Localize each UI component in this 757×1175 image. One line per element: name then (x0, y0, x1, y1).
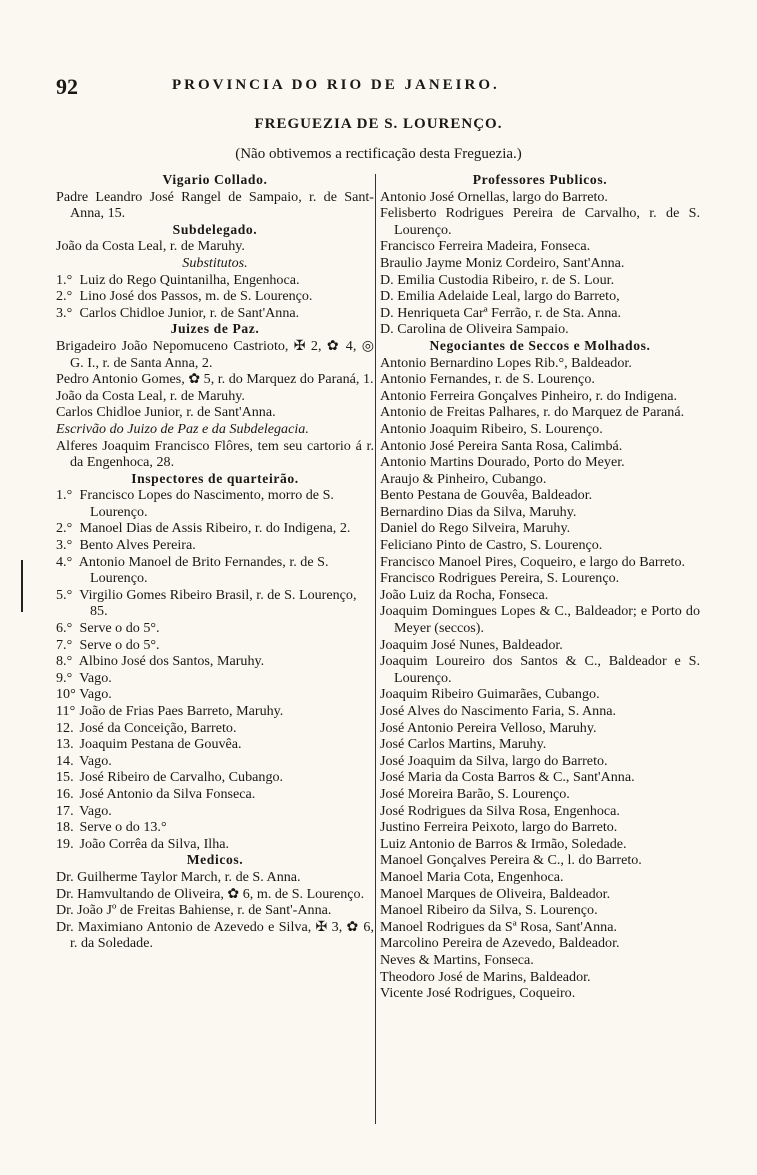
entry-text: Albino José dos Santos, Maruhy. (78, 653, 265, 670)
directory-entry: Manoel Rodrigues da Sª Rosa, Sant'Anna. (380, 918, 617, 935)
directory-entry: Antonio Bernardino Lopes Rib.°, Baldeador. (380, 354, 632, 371)
numbered-entry (56, 786, 374, 803)
entry-number: 13. (56, 736, 74, 753)
entry-number: 7.° (56, 636, 73, 653)
directory-entry: Antonio Joaquim Ribeiro, S. Lourenço. (380, 420, 603, 437)
inspectores-heading: Inspectores de quarteirão. (131, 470, 299, 486)
directory-entry: Francisco Rodrigues Pereira, S. Lourenço. (380, 570, 620, 587)
entry-number: 19. (56, 835, 74, 852)
escrivao-list (56, 438, 374, 471)
directory-entry: José Alves do Nascimento Faria, S. Anna. (380, 703, 617, 719)
directory-entry: Dr. João Jº de Freitas Bahiense, r. de Sant'-Anna. (56, 902, 332, 919)
substitutos-heading: Substitutos. (182, 254, 248, 271)
escrivao-heading: Escrivão do Juizo de Paz e da Subdelegacia. (56, 420, 309, 437)
column-rule (375, 174, 376, 1124)
negociantes-list (380, 355, 700, 1002)
directory-entry: Antonio José Ornellas, largo do Barreto. (380, 188, 608, 205)
juizes-heading: Juizes de Paz. (170, 321, 260, 337)
entry-number: 6.° (56, 620, 73, 637)
margin-mark (21, 560, 23, 612)
numbered-entry (56, 736, 374, 753)
entry-text: João de Frias Paes Barreto, Maruhy. (79, 703, 284, 719)
entry-text: Serve o do 5°. (79, 620, 160, 637)
subdelegado-heading: Subdelegado. (172, 221, 258, 237)
entry-text: Vago. (79, 686, 112, 703)
numbered-entry (56, 803, 374, 820)
numbered-entry (56, 288, 374, 305)
inspectores-list (56, 487, 374, 852)
numbered-entry (56, 836, 374, 853)
entry-number: 12. (56, 719, 74, 736)
directory-entry: D. Emilia Adelaide Leal, largo do Barreto, (380, 288, 620, 305)
entry-text: João Corrêa da Silva, Ilha. (79, 835, 230, 852)
entry-text: Vago. (79, 802, 112, 819)
directory-entry: Araujo & Pinheiro, Cubango. (380, 470, 547, 487)
entry-number: 1.° (56, 271, 73, 288)
entry-number: 5.° (56, 586, 73, 603)
directory-entry: João da Costa Leal, r. de Maruhy. (56, 387, 245, 404)
directory-entry: Dr. Hamvultando de Oliveira, ✿ 6, m. de S. Lourenço. (56, 885, 365, 902)
directory-entry: Marcolino Pereira de Azevedo, Baldeador. (380, 935, 620, 952)
directory-entry: Brigadeiro João Nepomuceno Castrioto, ✠ 2, ✿ 4, ◎ G. I., r. de Santa Anna, 2. (56, 337, 374, 371)
entry-text: Antonio Manoel de Brito Fernandes, r. de S. Lourenço. (78, 553, 329, 587)
entry-number: 17. (56, 802, 74, 819)
directory-entry: José Moreira Barão, S. Lourenço. (380, 785, 570, 802)
directory-entry: Carlos Chidloe Junior, r. de Sant'Anna. (56, 404, 276, 421)
numbered-entry (56, 653, 374, 670)
directory-entry: Joaquim Domingues Lopes & C., Baldeador; e Porto do Meyer (seccos). (380, 603, 700, 637)
entry-text: Joaquim Pestana de Gouvêa. (79, 736, 242, 753)
directory-entry: Francisco Ferreira Madeira, Fonseca. (380, 238, 591, 255)
left-column (56, 172, 374, 952)
entry-text: Vago. (79, 752, 112, 769)
directory-entry: Joaquim Ribeiro Guimarães, Cubango. (380, 686, 600, 703)
directory-entry: Braulio Jayme Moniz Cordeiro, Sant'Anna. (380, 254, 625, 271)
numbered-entry (56, 554, 374, 587)
directory-entry: D. Carolina de Oliveira Sampaio. (380, 321, 569, 338)
entry-number: 3.° (56, 304, 73, 321)
directory-entry: Antonio Fernandes, r. de S. Lourenço. (380, 371, 595, 388)
directory-entry: D. Henriqueta Carª Ferrão, r. de Sta. Anna. (380, 304, 622, 321)
directory-entry: Antonio Martins Dourado, Porto do Meyer. (380, 454, 625, 471)
numbered-entry (56, 670, 374, 687)
directory-entry: Joaquim José Nunes, Baldeador. (380, 636, 563, 653)
directory-entry: Francisco Manoel Pires, Coqueiro, e largo do Barreto. (380, 553, 686, 570)
negociantes-heading: Negociantes de Seccos e Molhados. (429, 337, 651, 353)
directory-entry: Antonio José Pereira Santa Rosa, Calimbá. (380, 437, 623, 454)
entry-number: 15. (56, 769, 74, 786)
numbered-entry (56, 520, 374, 537)
directory-entry: Neves & Martins, Fonseca. (380, 951, 534, 968)
entry-text: Vago. (79, 669, 112, 686)
rectification-note: (Não obtivemos a rectificação desta Freguezia.) (235, 146, 522, 162)
numbered-entry (56, 769, 374, 786)
directory-entry: Antonio de Freitas Palhares, r. do Marquez de Paraná. (380, 404, 685, 421)
vigario-list (56, 189, 374, 222)
directory-entry: Justino Ferreira Peixoto, largo do Barreto. (380, 819, 618, 836)
directory-entry: Bernardino Dias da Silva, Maruhy. (380, 503, 577, 520)
entry-text: Serve o do 13.° (79, 819, 167, 836)
directory-entry: D. Emilia Custodia Ribeiro, r. de S. Lour. (380, 271, 615, 288)
vigario-heading: Vigario Collado. (162, 172, 268, 187)
directory-entry: Padre Leandro José Rangel de Sampaio, r. de Sant-Anna, 15. (56, 188, 374, 222)
entry-text: Luiz do Rego Quintanilha, Engenhoca. (79, 271, 300, 288)
entry-text: Virgilio Gomes Ribeiro Brasil, r. de S. Lourenço, 85. (79, 586, 357, 620)
entry-number: 4.° (56, 553, 73, 570)
directory-entry: Bento Pestana de Gouvêa, Baldeador. (380, 487, 593, 504)
directory-entry: Felisberto Rodrigues Pereira de Carvalho, r. de S. Lourenço. (380, 205, 700, 238)
numbered-entry (56, 637, 374, 654)
entry-text: Carlos Chidloe Junior, r. de Sant'Anna. (79, 304, 300, 321)
entry-number: 3.° (56, 537, 73, 554)
numbered-entry (56, 703, 374, 720)
directory-entry: José Rodrigues da Silva Rosa, Engenhoca. (380, 802, 620, 819)
directory-entry: Dr. Guilherme Taylor March, r. de S. Anna. (56, 868, 301, 885)
professores-list (380, 189, 700, 338)
directory-entry: Pedro Antonio Gomes, ✿ 5, r. do Marquez do Paraná, 1. (56, 371, 374, 388)
directory-entry: José Antonio Pereira Velloso, Maruhy. (380, 719, 597, 736)
entry-number: 8.° (56, 653, 73, 670)
directory-entry: José Carlos Martins, Maruhy. (380, 736, 547, 753)
entry-text: José da Conceição, Barreto. (79, 719, 237, 736)
running-title: PROVINCIA DO RIO DE JANEIRO. (172, 77, 500, 93)
numbered-entry (56, 305, 374, 322)
substitutos-list (56, 272, 374, 322)
entry-text: Serve o do 5°. (79, 636, 160, 653)
entry-text: José Ribeiro de Carvalho, Cubango. (79, 769, 284, 786)
directory-entry: Theodoro José de Marins, Baldeador. (380, 968, 591, 985)
directory-entry: João da Costa Leal, r. de Maruhy. (56, 238, 245, 255)
numbered-entry (56, 537, 374, 554)
directory-entry: Manoel Maria Cota, Engenhoca. (380, 868, 564, 885)
numbered-entry (56, 753, 374, 770)
juizes-list (56, 338, 374, 421)
directory-entry: Vicente José Rodrigues, Coqueiro. (380, 985, 576, 1002)
numbered-entry (56, 587, 374, 620)
entry-text: Francisco Lopes do Nascimento, morro de S. Lourenço. (79, 487, 334, 520)
numbered-entry (56, 686, 374, 703)
directory-entry: Luiz Antonio de Barros & Irmão, Soledade. (380, 835, 627, 852)
entry-number: 18. (56, 819, 74, 836)
directory-entry: Manoel Gonçalves Pereira & C., l. do Barreto. (380, 852, 642, 869)
medicos-heading: Medicos. (186, 852, 244, 868)
section-title: FREGUEZIA DE S. LOURENÇO. (254, 116, 503, 132)
numbered-entry (56, 272, 374, 289)
directory-entry: José Joaquim da Silva, largo do Barreto. (380, 752, 608, 769)
directory-entry: Daniel do Rego Silveira, Maruhy. (380, 520, 571, 537)
entry-text: José Antonio da Silva Fonseca. (79, 785, 256, 802)
medicos-list (56, 869, 374, 952)
numbered-entry (56, 720, 374, 737)
numbered-entry (56, 487, 374, 520)
numbered-entry (56, 819, 374, 836)
directory-entry: Alferes Joaquim Francisco Flôres, tem seu cartorio á r. da Engenhoca, 28. (56, 437, 374, 471)
subdelegado-list (56, 238, 374, 255)
directory-entry: João Luiz da Rocha, Fonseca. (380, 586, 549, 603)
directory-entry: Feliciano Pinto de Castro, S. Lourenço. (380, 537, 603, 554)
directory-entry: Joaquim Loureiro dos Santos & C., Baldeador e S. Lourenço. (380, 653, 700, 686)
entry-number: 14. (56, 752, 74, 769)
directory-entry: Antonio Ferreira Gonçalves Pinheiro, r. do Indigena. (380, 387, 678, 404)
directory-entry: Manoel Ribeiro da Silva, S. Lourenço. (380, 902, 598, 919)
entry-number: 2.° (56, 288, 73, 305)
entry-number: 11° (56, 703, 76, 719)
numbered-entry (56, 620, 374, 637)
page-number: 92 (56, 74, 78, 99)
entry-number: 16. (56, 785, 74, 802)
entry-text: Manoel Dias de Assis Ribeiro, r. do Indigena, 2. (79, 520, 351, 537)
entry-number: 9.° (56, 669, 73, 686)
entry-text: Lino José dos Passos, m. de S. Lourenço. (79, 288, 313, 305)
entry-number: 1.° (56, 487, 73, 504)
right-column (380, 172, 700, 1002)
entry-number: 10° (56, 686, 76, 703)
directory-entry: José Maria da Costa Barros & C., Sant'Anna. (380, 769, 635, 786)
directory-entry: Dr. Maximiano Antonio de Azevedo e Silva, ✠ 3, ✿ 6, r. da Soledade. (56, 918, 374, 952)
professores-heading: Professores Publicos. (472, 172, 608, 187)
entry-text: Bento Alves Pereira. (79, 537, 196, 554)
entry-number: 2.° (56, 520, 73, 537)
directory-entry: Manoel Marques de Oliveira, Baldeador. (380, 885, 611, 902)
